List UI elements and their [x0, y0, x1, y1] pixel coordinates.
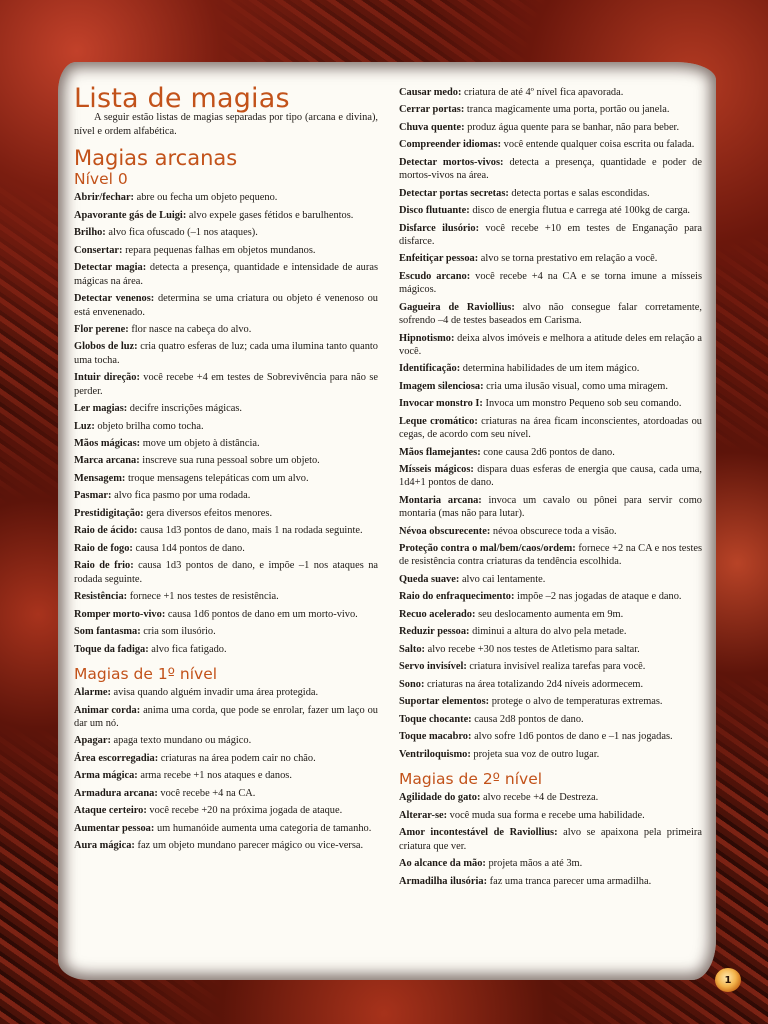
spell-description: você entende qualquer coisa escrita ou falada.	[501, 139, 695, 151]
spell-description: diminui a altura do alvo pela metade.	[469, 626, 627, 638]
spell-name: Luz:	[74, 420, 95, 432]
spell-description: criaturas na área totalizando 2d4 níveis adormecem.	[424, 678, 644, 690]
spell-name: Gagueira de Raviollius:	[399, 301, 515, 313]
level1-list-right	[399, 86, 702, 761]
spell-description: causa 1d6 pontos de dano em um morto-vivo.	[165, 608, 358, 620]
spell-entry	[399, 204, 702, 217]
spell-entry	[399, 660, 702, 673]
spell-name: Identificação:	[399, 363, 461, 375]
spell-description: névoa obscurece toda a visão.	[490, 525, 617, 537]
spell-entry	[399, 590, 702, 603]
spell-name: Reduzir pessoa:	[399, 626, 470, 638]
spell-name: Som fantasma:	[74, 626, 141, 638]
spell-description: flor nasce na cabeça do alvo.	[128, 323, 252, 335]
spell-description: detecta a presença, quantidade e intensidade de auras mágicas na área.	[74, 262, 378, 287]
spell-entry	[74, 769, 378, 782]
spell-description: causa 1d3 pontos de dano, mais 1 na rodada seguinte.	[137, 525, 363, 537]
spell-name: Aura mágica:	[74, 840, 135, 852]
spell-description: criatura invisível realiza tarefas para você.	[466, 661, 646, 673]
spell-entry	[399, 86, 702, 99]
spell-name: Animar corda:	[74, 704, 141, 716]
spell-description: determina se uma criatura ou objeto é venenoso ou está envenenado.	[74, 293, 378, 318]
spell-description: cria quatro esferas de luz; cada uma ilumina tanto quanto uma tocha.	[74, 341, 379, 366]
spell-entry	[74, 371, 378, 398]
spell-description: deixa alvos imóveis e melhora a atitude deles em relação a você.	[399, 332, 702, 357]
spell-description: gera diversos efeitos menores.	[143, 507, 273, 519]
spell-description: impõe –2 nas jogadas de ataque e dano.	[514, 591, 682, 603]
spell-description: criaturas na área podem cair no chão.	[158, 752, 316, 764]
spell-entry	[74, 437, 378, 450]
spell-entry	[74, 191, 378, 204]
spell-description: Invoca um monstro Pequeno sob seu comando.	[482, 398, 682, 410]
spell-name: Disco flutuante:	[399, 205, 470, 217]
spell-name: Intuir direção:	[74, 372, 140, 384]
spell-description: troque mensagens telepáticas com um alvo.	[125, 472, 309, 484]
spell-description: criatura de até 4º nível fica apavorada.	[461, 87, 624, 98]
spell-name: Montaria arcana:	[399, 494, 482, 506]
spell-entry	[399, 463, 702, 490]
spell-description: protege o alvo de temperaturas extremas.	[489, 696, 663, 708]
spell-description: projeta mãos a até 3m.	[485, 858, 583, 870]
spell-description: você recebe +10 em testes de Enganação para disfarce.	[399, 222, 703, 247]
spell-entry	[74, 686, 378, 699]
level1-heading: Magias de 1º nível	[74, 664, 218, 683]
spell-name: Leque cromático:	[399, 415, 478, 427]
spell-name: Mãos mágicas:	[74, 438, 141, 449]
spell-description: alvo fica fatigado.	[148, 643, 227, 655]
spell-name: Imagem silenciosa:	[399, 380, 484, 392]
spell-description: detecta portas e salas escondidas.	[508, 187, 650, 199]
spell-description: um humanóide aumenta uma categoria de tamanho.	[154, 822, 372, 834]
spell-entry	[399, 542, 702, 569]
column-right	[399, 86, 702, 946]
spell-entry	[74, 209, 378, 222]
spell-name: Romper morto-vivo:	[74, 608, 166, 620]
spell-entry	[399, 713, 702, 726]
spell-description: arma recebe +1 nos ataques e danos.	[137, 770, 292, 782]
spell-entry	[399, 362, 702, 375]
spell-description: anima uma corda, que pode se enrolar, fazer um laço ou dar um nó.	[74, 704, 378, 729]
spell-name: Ataque certeiro:	[74, 805, 147, 817]
spell-description: você recebe +4 na CA e se torna imune a mísseis mágicos.	[399, 270, 702, 296]
spell-entry	[74, 261, 378, 288]
spell-name: Detectar portas secretas:	[399, 187, 509, 199]
spell-description: apaga texto mundano ou mágico.	[110, 735, 252, 747]
level1-list-left	[74, 686, 378, 852]
spell-entry	[399, 875, 702, 888]
spell-name: Amor incontestável de Raviollius:	[399, 827, 558, 839]
spell-description: alvo se apaixona pela primeira criatura que ver.	[399, 827, 702, 852]
spell-name: Consertar:	[74, 244, 123, 256]
spell-description: você recebe +4 em testes de Sobrevivência para não se perder.	[74, 372, 379, 397]
spell-description: alvo cai lentamente.	[459, 573, 546, 585]
spell-description: alvo recebe +4 de Destreza.	[480, 792, 599, 804]
spell-entry	[74, 734, 378, 747]
spell-entry	[74, 608, 378, 621]
spell-entry	[399, 678, 702, 691]
spell-description: abre ou fecha um objeto pequeno.	[134, 192, 278, 204]
spell-name: Recuo acelerado:	[399, 608, 476, 620]
spell-entry	[399, 625, 702, 638]
spell-description: inscreve sua runa pessoal sobre um objeto.	[139, 455, 320, 467]
spell-description: causa 1d3 pontos de dano, e impõe –1 nos ataques na rodada seguinte.	[74, 560, 379, 585]
spell-entry	[74, 590, 378, 603]
spell-entry	[74, 559, 378, 586]
spell-entry	[74, 643, 378, 656]
spell-entry	[74, 625, 378, 638]
spell-entry	[399, 525, 702, 538]
spell-description: alvo expele gases fétidos e barulhentos.	[186, 209, 354, 221]
spell-description: determina habilidades de um item mágico.	[460, 363, 640, 375]
section-heading-arcane: Magias arcanas	[74, 145, 238, 170]
spell-name: Prestidigitação:	[74, 507, 144, 519]
spell-name: Apagar:	[74, 735, 111, 747]
spell-entry	[74, 524, 378, 537]
spell-entry	[399, 826, 702, 853]
spell-name: Causar medo:	[399, 87, 462, 98]
spell-entry	[399, 643, 702, 656]
spell-description: você muda sua forma e recebe uma habilidade.	[447, 809, 645, 821]
spell-name: Toque macabro:	[399, 731, 472, 743]
spell-description: disco de energia flutua e carrega até 100kg de carga.	[469, 205, 691, 217]
spell-entry	[399, 446, 702, 459]
spell-name: Névoa obscurecente:	[399, 525, 491, 537]
spell-entry	[74, 292, 378, 319]
spell-entry	[399, 332, 702, 359]
spell-name: Chuva quente:	[399, 121, 465, 133]
spell-description: produz água quente para se banhar, não para beber.	[464, 121, 680, 133]
spell-entry	[399, 270, 702, 297]
spell-entry	[399, 222, 702, 249]
spell-entry	[399, 494, 702, 521]
spell-name: Alterar-se:	[399, 809, 448, 821]
spell-description: seu deslocamento aumenta em 9m.	[475, 608, 624, 620]
level2-heading: Magias de 2º nível	[399, 769, 543, 788]
spell-description: causa 1d4 pontos de dano.	[132, 542, 245, 554]
spell-entry	[74, 420, 378, 433]
spell-description: dispara duas esferas de energia que causa, cada uma, 1d4+1 pontos de dano.	[399, 464, 702, 489]
level0-heading: Nível 0	[74, 170, 128, 189]
spell-entry	[399, 695, 702, 708]
spell-name: Mensagem:	[74, 472, 126, 484]
spell-description: decifre inscrições mágicas.	[127, 403, 243, 415]
spell-entry	[74, 542, 378, 555]
spell-entry	[399, 138, 702, 151]
spell-name: Sono:	[399, 678, 425, 690]
spell-entry	[74, 472, 378, 485]
spell-name: Ler magias:	[74, 403, 128, 415]
spell-name: Hipnotismo:	[399, 332, 455, 344]
spell-entry	[399, 791, 702, 804]
spell-name: Suportar elementos:	[399, 696, 490, 708]
spell-entry	[74, 752, 378, 765]
spell-name: Invocar monstro I:	[399, 398, 483, 410]
spell-description: avisa quando alguém invadir uma área protegida.	[110, 687, 319, 699]
spell-description: detecta a presença, quantidade e poder de mortos-vivos na área.	[399, 156, 702, 182]
spell-name: Abrir/fechar:	[74, 192, 135, 204]
spell-entry	[74, 402, 378, 415]
spell-name: Salto:	[399, 643, 425, 655]
spell-description: invoca um cavalo ou pônei para servir como montaria (mas não para lutar).	[399, 494, 702, 520]
page-title: Lista de magias	[74, 83, 290, 114]
spell-description: move um objeto à distância.	[140, 438, 260, 449]
page-number: 1	[715, 968, 741, 992]
spell-entry	[74, 244, 378, 257]
spell-name: Ventriloquismo:	[399, 748, 471, 760]
spell-description: fornece +2 na CA e nos testes de resistência contra criaturas da tendência escolhida.	[399, 543, 703, 568]
spell-description: você recebe +20 na próxima jogada de ataque.	[146, 805, 343, 817]
spell-name: Raio de frio:	[74, 560, 134, 572]
spell-name: Disfarce ilusório:	[399, 222, 480, 234]
spell-name: Aumentar pessoa:	[74, 822, 155, 834]
spell-description: fornece +1 nos testes de resistência.	[127, 591, 279, 603]
spell-name: Armadura arcana:	[74, 787, 158, 799]
spell-entry	[399, 809, 702, 822]
spell-description: tranca magicamente uma porta, portão ou janela.	[464, 104, 670, 116]
spell-name: Mãos flamejantes:	[399, 446, 481, 458]
spell-entry	[399, 608, 702, 621]
spell-description: cria som ilusório.	[140, 626, 216, 638]
intro-paragraph: A seguir estão listas de magias separadas por tipo (arcana e divina), nível e ordem alfabética.	[74, 112, 378, 137]
spell-name: Cerrar portas:	[399, 104, 465, 116]
spell-entry	[399, 156, 702, 183]
spell-entry	[399, 397, 702, 410]
spell-entry	[399, 415, 702, 442]
spell-entry	[74, 839, 378, 852]
spell-entry	[399, 748, 702, 761]
spell-entry	[74, 822, 378, 835]
spell-name: Arma mágica:	[74, 770, 138, 782]
spell-description: cone causa 2d6 pontos de dano.	[480, 446, 615, 458]
spell-name: Flor perene:	[74, 323, 129, 335]
spell-description: alvo sofre 1d6 pontos de dano e –1 nas jogadas.	[471, 731, 673, 743]
level2-list	[399, 791, 702, 888]
column-left	[74, 83, 379, 946]
spell-description: faz um objeto mundano parecer mágico ou vice-versa.	[134, 840, 364, 852]
spell-description: faz uma tranca parecer uma armadilha.	[487, 875, 652, 887]
spell-name: Agilidade do gato:	[399, 792, 481, 804]
spell-entry	[74, 489, 378, 502]
spell-name: Detectar venenos:	[74, 293, 155, 305]
spell-description: repara pequenas falhas em objetos mundanos.	[122, 244, 316, 256]
spell-entry	[74, 226, 378, 239]
spell-name: Mísseis mágicos:	[399, 464, 474, 476]
spell-description: você recebe +4 na CA.	[157, 787, 256, 799]
spell-name: Globos de luz:	[74, 341, 138, 353]
spell-description: alvo não consegue falar corretamente, sofrendo –4 de testes baseados em Carisma.	[399, 301, 702, 327]
spell-entry	[74, 804, 378, 817]
spell-name: Escudo arcano:	[399, 270, 471, 282]
spell-name: Alarme:	[74, 687, 111, 699]
spell-entry	[74, 454, 378, 467]
spell-name: Queda suave:	[399, 573, 460, 585]
spell-name: Área escorregadia:	[74, 752, 159, 764]
spell-name: Raio de ácido:	[74, 525, 138, 537]
spell-name: Raio do enfraquecimento:	[399, 591, 515, 603]
spell-description: criaturas na área ficam inconscientes, atordoadas ou cegas, de acordo com seu nível.	[399, 415, 702, 441]
spell-description: alvo fica ofuscado (–1 nos ataques).	[105, 227, 258, 239]
spell-entry	[74, 787, 378, 800]
spell-entry	[399, 121, 702, 134]
spell-name: Enfeitiçar pessoa:	[399, 253, 479, 265]
spell-name: Armadilha ilusória:	[399, 875, 488, 887]
spell-name: Resistência:	[74, 591, 128, 603]
spell-description: alvo se torna prestativo em relação a você.	[478, 253, 658, 265]
spell-name: Proteção contra o mal/bem/caos/ordem:	[399, 543, 576, 555]
spell-entry	[74, 704, 378, 731]
spell-name: Raio de fogo:	[74, 542, 133, 554]
spell-entry	[399, 730, 702, 743]
spell-description: alvo recebe +30 nos testes de Atletismo para saltar.	[424, 643, 640, 655]
spell-name: Toque da fadiga:	[74, 643, 149, 655]
level0-list	[74, 191, 378, 655]
spell-name: Pasmar:	[74, 490, 112, 502]
spell-description: projeta sua voz de outro lugar.	[470, 748, 600, 760]
spell-entry	[399, 573, 702, 586]
spell-name: Apavorante gás de Luigi:	[74, 209, 187, 221]
spell-entry	[74, 323, 378, 336]
spell-entry	[74, 507, 378, 520]
spell-description: objeto brilha como tocha.	[94, 420, 204, 432]
spell-entry	[399, 380, 702, 393]
spell-entry	[399, 857, 702, 870]
spell-name: Ao alcance da mão:	[399, 858, 486, 870]
spell-description: cria uma ilusão visual, como uma miragem.	[483, 380, 668, 392]
spell-entry	[399, 252, 702, 265]
spell-description: causa 2d8 pontos de dano.	[471, 713, 584, 725]
spell-name: Detectar magia:	[74, 262, 147, 274]
spell-entry	[399, 187, 702, 200]
spell-entry	[74, 340, 378, 367]
spell-name: Toque chocante:	[399, 713, 472, 725]
spell-entry	[399, 103, 702, 116]
spell-name: Servo invisível:	[399, 661, 467, 673]
spell-entry	[399, 301, 702, 328]
page-content	[74, 83, 704, 946]
spell-name: Marca arcana:	[74, 455, 140, 467]
spell-name: Compreender idiomas:	[399, 139, 502, 151]
spell-name: Brilho:	[74, 227, 106, 239]
spell-description: alvo fica pasmo por uma rodada.	[111, 490, 251, 502]
spell-name: Detectar mortos-vivos:	[399, 156, 504, 168]
